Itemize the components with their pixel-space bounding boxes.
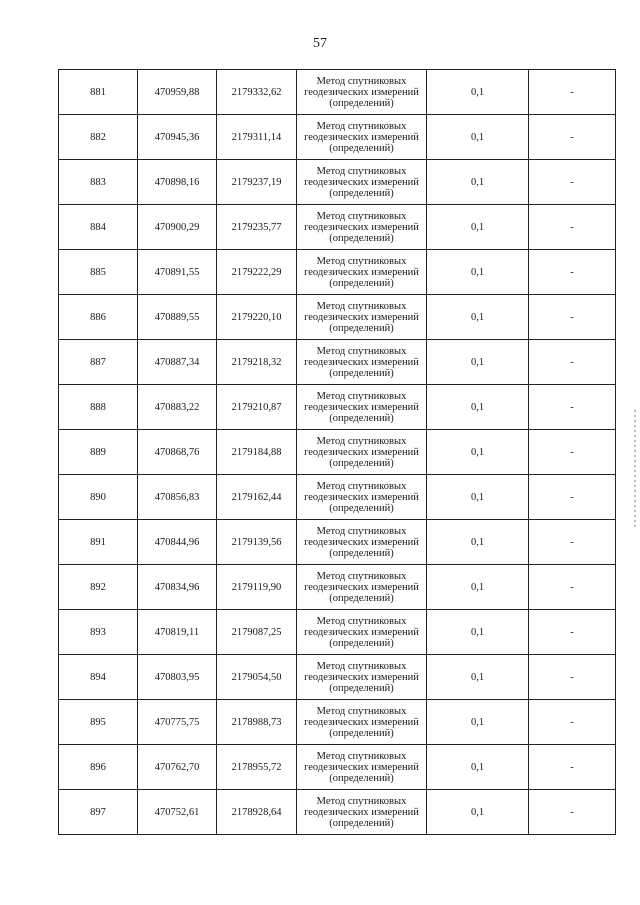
method-line: геодезических измерений [304,491,419,503]
method-line: Метод спутниковых [316,165,407,177]
table-row [59,655,616,700]
method-cell [297,205,427,250]
method-line: геодезических измерений [304,716,419,728]
note-cell: - [529,205,616,250]
method-line: геодезических измерений [304,581,419,593]
y-coordinate-cell: 2179162,44 [217,475,297,520]
table-row [59,295,616,340]
method-line: (определений) [329,547,394,559]
method-line: Метод спутниковых [316,525,407,537]
method-line: Метод спутниковых [316,795,407,807]
x-coordinate-cell: 470762,70 [138,745,217,790]
y-coordinate-cell: 2179184,88 [217,430,297,475]
method-line: Метод спутниковых [316,705,407,717]
method-line: Метод спутниковых [316,660,407,672]
point-number-cell: 883 [59,160,138,205]
y-coordinate-cell: 2179237,19 [217,160,297,205]
method-line: (определений) [329,142,394,154]
y-coordinate-cell: 2178955,72 [217,745,297,790]
x-coordinate-cell: 470752,61 [138,790,217,835]
method-line: (определений) [329,817,394,829]
method-line: Метод спутниковых [316,300,407,312]
y-coordinate-cell: 2179054,50 [217,655,297,700]
note-cell: - [529,700,616,745]
point-number-cell: 897 [59,790,138,835]
point-number-cell: 881 [59,70,138,115]
accuracy-cell: 0,1 [427,70,529,115]
method-line: геодезических измерений [304,671,419,683]
note-cell: - [529,610,616,655]
table-row [59,340,616,385]
point-number-cell: 893 [59,610,138,655]
table-row [59,70,616,115]
method-line: геодезических измерений [304,446,419,458]
method-cell [297,340,427,385]
note-cell: - [529,790,616,835]
method-line: геодезических измерений [304,221,419,233]
method-line: геодезических измерений [304,401,419,413]
accuracy-cell: 0,1 [427,610,529,655]
method-line: Метод спутниковых [316,750,407,762]
y-coordinate-cell: 2179210,87 [217,385,297,430]
y-coordinate-cell: 2178928,64 [217,790,297,835]
method-line: Метод спутниковых [316,75,407,87]
note-cell: - [529,70,616,115]
x-coordinate-cell: 470834,96 [138,565,217,610]
point-number-cell: 887 [59,340,138,385]
y-coordinate-cell: 2179139,56 [217,520,297,565]
method-line: (определений) [329,772,394,784]
method-line: геодезических измерений [304,131,419,143]
x-coordinate-cell: 470898,16 [138,160,217,205]
y-coordinate-cell: 2178988,73 [217,700,297,745]
method-cell [297,295,427,340]
method-line: Метод спутниковых [316,435,407,447]
y-coordinate-cell: 2179332,62 [217,70,297,115]
table-row [59,475,616,520]
x-coordinate-cell: 470844,96 [138,520,217,565]
scan-edge-mark [634,410,636,530]
x-coordinate-cell: 470803,95 [138,655,217,700]
method-cell [297,115,427,160]
coordinates-table [58,69,616,835]
method-cell [297,745,427,790]
accuracy-cell: 0,1 [427,250,529,295]
point-number-cell: 890 [59,475,138,520]
method-line: (определений) [329,232,394,244]
method-cell [297,565,427,610]
point-number-cell: 884 [59,205,138,250]
y-coordinate-cell: 2179235,77 [217,205,297,250]
method-cell [297,250,427,295]
table-row [59,205,616,250]
accuracy-cell: 0,1 [427,160,529,205]
page-number: 57 [313,36,327,51]
method-line: (определений) [329,457,394,469]
method-line: Метод спутниковых [316,390,407,402]
method-cell [297,475,427,520]
note-cell: - [529,475,616,520]
point-number-cell: 882 [59,115,138,160]
x-coordinate-cell: 470887,34 [138,340,217,385]
accuracy-cell: 0,1 [427,745,529,790]
method-line: геодезических измерений [304,266,419,278]
method-line: Метод спутниковых [316,210,407,222]
method-line: геодезических измерений [304,626,419,638]
accuracy-cell: 0,1 [427,385,529,430]
point-number-cell: 894 [59,655,138,700]
x-coordinate-cell: 470819,11 [138,610,217,655]
method-line: (определений) [329,727,394,739]
method-cell [297,790,427,835]
method-cell [297,160,427,205]
note-cell: - [529,115,616,160]
method-cell [297,430,427,475]
method-cell [297,700,427,745]
method-cell [297,520,427,565]
accuracy-cell: 0,1 [427,655,529,700]
method-line: геодезических измерений [304,761,419,773]
method-line: геодезических измерений [304,176,419,188]
accuracy-cell: 0,1 [427,340,529,385]
accuracy-cell: 0,1 [427,475,529,520]
method-line: геодезических измерений [304,311,419,323]
method-cell [297,610,427,655]
note-cell: - [529,565,616,610]
method-line: (определений) [329,277,394,289]
method-line: (определений) [329,682,394,694]
point-number-cell: 891 [59,520,138,565]
point-number-cell: 889 [59,430,138,475]
method-line: (определений) [329,412,394,424]
table-row [59,115,616,160]
method-line: Метод спутниковых [316,480,407,492]
method-line: Метод спутниковых [316,255,407,267]
method-line: (определений) [329,322,394,334]
method-cell [297,655,427,700]
method-line: (определений) [329,637,394,649]
x-coordinate-cell: 470856,83 [138,475,217,520]
accuracy-cell: 0,1 [427,115,529,160]
method-line: геодезических измерений [304,356,419,368]
x-coordinate-cell: 470775,75 [138,700,217,745]
accuracy-cell: 0,1 [427,520,529,565]
method-line: (определений) [329,97,394,109]
table-row [59,385,616,430]
method-line: (определений) [329,592,394,604]
note-cell: - [529,250,616,295]
x-coordinate-cell: 470889,55 [138,295,217,340]
note-cell: - [529,520,616,565]
method-line: геодезических измерений [304,536,419,548]
table-row [59,610,616,655]
accuracy-cell: 0,1 [427,295,529,340]
point-number-cell: 885 [59,250,138,295]
table-row [59,520,616,565]
method-line: (определений) [329,502,394,514]
note-cell: - [529,295,616,340]
table-row [59,160,616,205]
y-coordinate-cell: 2179220,10 [217,295,297,340]
note-cell: - [529,430,616,475]
accuracy-cell: 0,1 [427,205,529,250]
accuracy-cell: 0,1 [427,565,529,610]
note-cell: - [529,160,616,205]
x-coordinate-cell: 470868,76 [138,430,217,475]
method-line: Метод спутниковых [316,570,407,582]
table-row [59,700,616,745]
method-line: Метод спутниковых [316,120,407,132]
table-row [59,745,616,790]
y-coordinate-cell: 2179218,32 [217,340,297,385]
accuracy-cell: 0,1 [427,430,529,475]
accuracy-cell: 0,1 [427,790,529,835]
x-coordinate-cell: 470883,22 [138,385,217,430]
note-cell: - [529,745,616,790]
point-number-cell: 888 [59,385,138,430]
point-number-cell: 892 [59,565,138,610]
x-coordinate-cell: 470900,29 [138,205,217,250]
note-cell: - [529,340,616,385]
point-number-cell: 886 [59,295,138,340]
method-line: (определений) [329,187,394,199]
table-row [59,565,616,610]
method-line: геодезических измерений [304,86,419,98]
method-cell [297,70,427,115]
method-line: геодезических измерений [304,806,419,818]
method-line: (определений) [329,367,394,379]
table-row [59,430,616,475]
method-cell [297,385,427,430]
y-coordinate-cell: 2179222,29 [217,250,297,295]
coordinates-table-body [59,70,616,835]
table-row [59,790,616,835]
x-coordinate-cell: 470891,55 [138,250,217,295]
y-coordinate-cell: 2179119,90 [217,565,297,610]
table-row [59,250,616,295]
y-coordinate-cell: 2179087,25 [217,610,297,655]
accuracy-cell: 0,1 [427,700,529,745]
point-number-cell: 895 [59,700,138,745]
y-coordinate-cell: 2179311,14 [217,115,297,160]
x-coordinate-cell: 470959,88 [138,70,217,115]
note-cell: - [529,655,616,700]
method-line: Метод спутниковых [316,615,407,627]
note-cell: - [529,385,616,430]
method-line: Метод спутниковых [316,345,407,357]
point-number-cell: 896 [59,745,138,790]
x-coordinate-cell: 470945,36 [138,115,217,160]
